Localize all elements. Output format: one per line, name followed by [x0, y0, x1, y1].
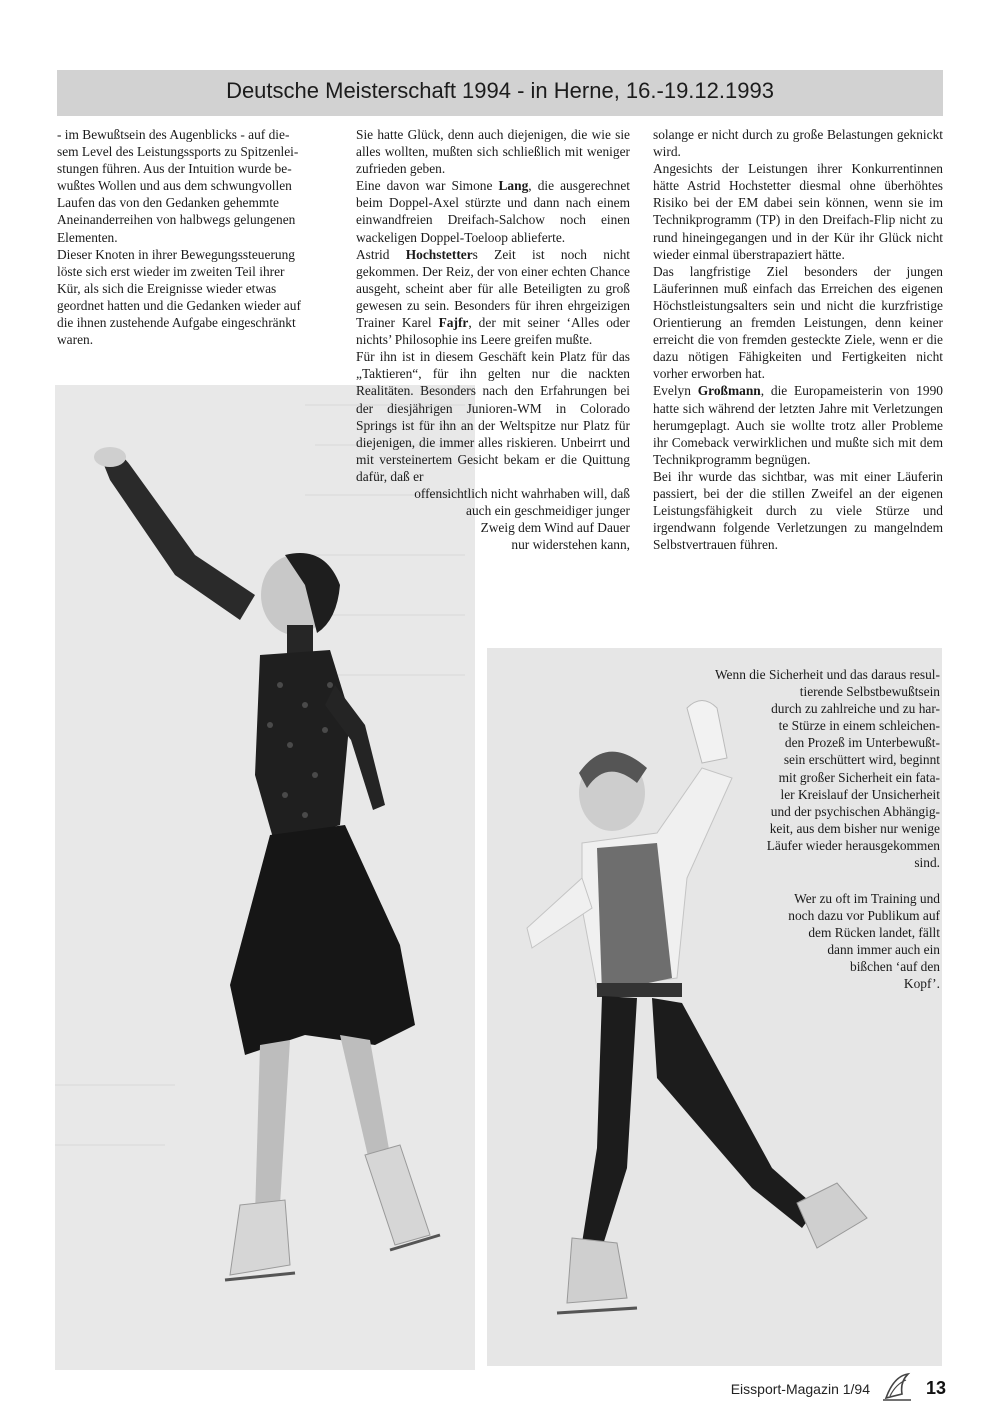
col3-paragraph-1: solange er nicht durch zu große Belastungen geknickt wird. [653, 127, 943, 160]
col1-line: Elementen. [57, 229, 118, 245]
overlay-line: dem Rücken landet, fällt [808, 925, 940, 941]
col3-paragraph-4: Evelyn Großmann, die Europameisterin von 1990 hatte sich während der letzten Jahre mit Verletzungen herumgeplagt. Auch sie wollte trotz aller Probleme ihr Comeback verwirklichen und mußte sich mit dem Technikprogramm begnügen. [653, 383, 943, 467]
page-footer [690, 1378, 950, 1400]
overlay-line: Kopf’. [903, 976, 940, 992]
col1-line: geordnet hatten und die Gedanken wieder auf [57, 297, 301, 313]
overlay-line: bißchen ‘auf den [850, 959, 940, 975]
overlay-line: den Prozeß im Unterbewußt- [784, 735, 940, 751]
col1-line: löste sich erst wieder im zweiten Teil ihrer [57, 263, 285, 279]
col1-line: - im Bewußtsein des Augenblicks - auf die- [57, 127, 290, 142]
col2-paragraph-1: Sie hatte Glück, denn auch diejenigen, die wie sie alles wollten, mußten sich schließlich mit weniger zufrieden geben. [356, 127, 630, 177]
col3-paragraph-3: Das langfristige Ziel besonders der jungen Läuferinnen muß einfach das Erreichen des eigenen Höchstleistungsalters sein und nicht die kurzfristige Orientierung an fremden Leistungen, denn keiner erreicht die von fremden gesteckte Ziele, wenn er die dazu nötigen Fähigkeiten und Fertigkeiten nicht vorher erworben hat. [653, 263, 943, 382]
text-column-3 [653, 126, 943, 553]
text-column-2 [356, 126, 630, 553]
overlay-line: Wer zu oft im Training und [794, 891, 940, 906]
skater-name-grossmann: Großmann [697, 383, 761, 399]
col1-line: waren. [57, 332, 94, 348]
overlay-line: sein erschüttert wird, beginnt [783, 752, 940, 768]
photo-overlay-text-2 [730, 890, 940, 993]
col3-paragraph-5: Bei ihr wurde das sichtbar, was mit einer Läuferin passiert, bei der die stillen Zweifel an der eigenen Leistungsfähigkeit durch zu viele Stürze und irgendwann folgende Verletzungen zu mangelndem Selbstvertrauen führen. [653, 468, 943, 553]
overlay-line: dann immer auch ein [827, 942, 940, 958]
col1-line: Aneinanderreihen von halbwegs gelungenen [57, 212, 296, 228]
col2-paragraph-3: Astrid Hochstetters Zeit ist noch nicht gekommen. Der Reiz, der von einer echten Chance ausgeht, scheint aber für alle Beteiligten zu groß gewesen zu sein. Besonders für ihren ehrgeizigen Trainer Karel Fajfr, der mit seiner ‘Alles oder nichts’ Philosophie ins Leere greifen mußte. [356, 246, 630, 348]
overlay-line: te Stürze in einem schleichen- [778, 718, 940, 734]
col2-tail-line: nur widerstehen kann, [511, 537, 630, 553]
overlay-line: Läufer wieder herausgekommen [766, 837, 940, 853]
skater-name-hochstetter: Hochstetter [405, 246, 473, 262]
overlay-line: Wenn die Sicherheit und das daraus resul- [714, 667, 940, 682]
overlay-line: tierende Selbstbewußtsein [799, 684, 940, 700]
article-header [57, 70, 943, 116]
col1-line: sem Level des Leistungssports zu Spitzenlei- [57, 144, 299, 160]
overlay-line: keit, aus dem bisher nur wenige [769, 820, 940, 836]
text-column-1 [57, 126, 335, 348]
col1-line: stungen führen. Aus der Intuition wurde be- [57, 161, 292, 177]
col2-tail-line: auch ein geschmeidiger junger [466, 503, 630, 519]
col1-line: Kür, als sich die Ereignisse wieder etwas [57, 280, 277, 296]
overlay-line: ler Kreislauf der Unsicherheit [780, 786, 940, 802]
col2-paragraph-2: Eine davon war Simone Lang, die ausgerechnet beim Doppel-Axel stürzte und dann nach einem einwandfreien Dreifach-Salchow noch einen wackeligen Doppel-Toeloop ablieferte. [356, 178, 630, 245]
overlay-line: durch zu zahlreiche und zu har- [771, 701, 940, 717]
overlay-line: und der psychischen Abhängig- [770, 803, 940, 819]
col3-paragraph-2: Angesichts der Leistungen ihrer Konkurrentinnen hätte Astrid Hochstetter diesmal ohne überhöhtes Risiko bei der EM dabei sein können, wenn sie im Technikprogramm (TP) in den Dreifach-Flip nicht zu rund hineingegangen und in der Kür ihr Glück nicht wieder einmal überstrapaziert hätte. [653, 161, 943, 262]
overlay-line: sind. [914, 855, 940, 871]
col2-paragraph-4: Für ihn ist in diesem Geschäft kein Platz für das „Taktieren“, für ihn gelten nur die nackten Realitäten. Besonders nach den Erfahrungen bei der diesjährigen Junioren-WM in Colorado Springs ist für ihn an der Weltspitze nur Platz für diejenigen, die immer alles riskieren. Unbeirrt und mit versteinertem Gesicht bekam er die Quittung dafür, daß er [356, 349, 630, 484]
article-title: Deutsche Meisterschaft 1994 - in Herne, 16.-19.12.1993 [226, 78, 774, 103]
magazine-issue: Eissport-Magazin 1/94 [730, 1381, 870, 1397]
photo-overlay-text-1 [655, 666, 940, 871]
col1-line: die ihnen zustehende Aufgabe eingeschränkt [57, 315, 296, 331]
col1-line: wußtes Wollen und aus dem schwungvollen [57, 178, 292, 194]
col1-line: Laufen das von den Gedanken gehemmte [57, 195, 279, 211]
col2-tail-line: Zweig dem Wind auf Dauer [480, 520, 630, 536]
col2-tail-line: offensichtlich nicht wahrhaben will, daß [414, 485, 630, 501]
col1-line: Dieser Knoten in ihrer Bewegungssteuerung [57, 246, 295, 262]
skater-name-lang: Lang [498, 178, 529, 194]
trainer-name-fajfr: Fajfr [438, 315, 469, 331]
overlay-line: mit großer Sicherheit ein fata- [778, 769, 940, 785]
skater-logo-icon [880, 1372, 914, 1402]
overlay-line: noch dazu vor Publikum auf [788, 908, 940, 924]
page-number: 13 [925, 1378, 946, 1398]
